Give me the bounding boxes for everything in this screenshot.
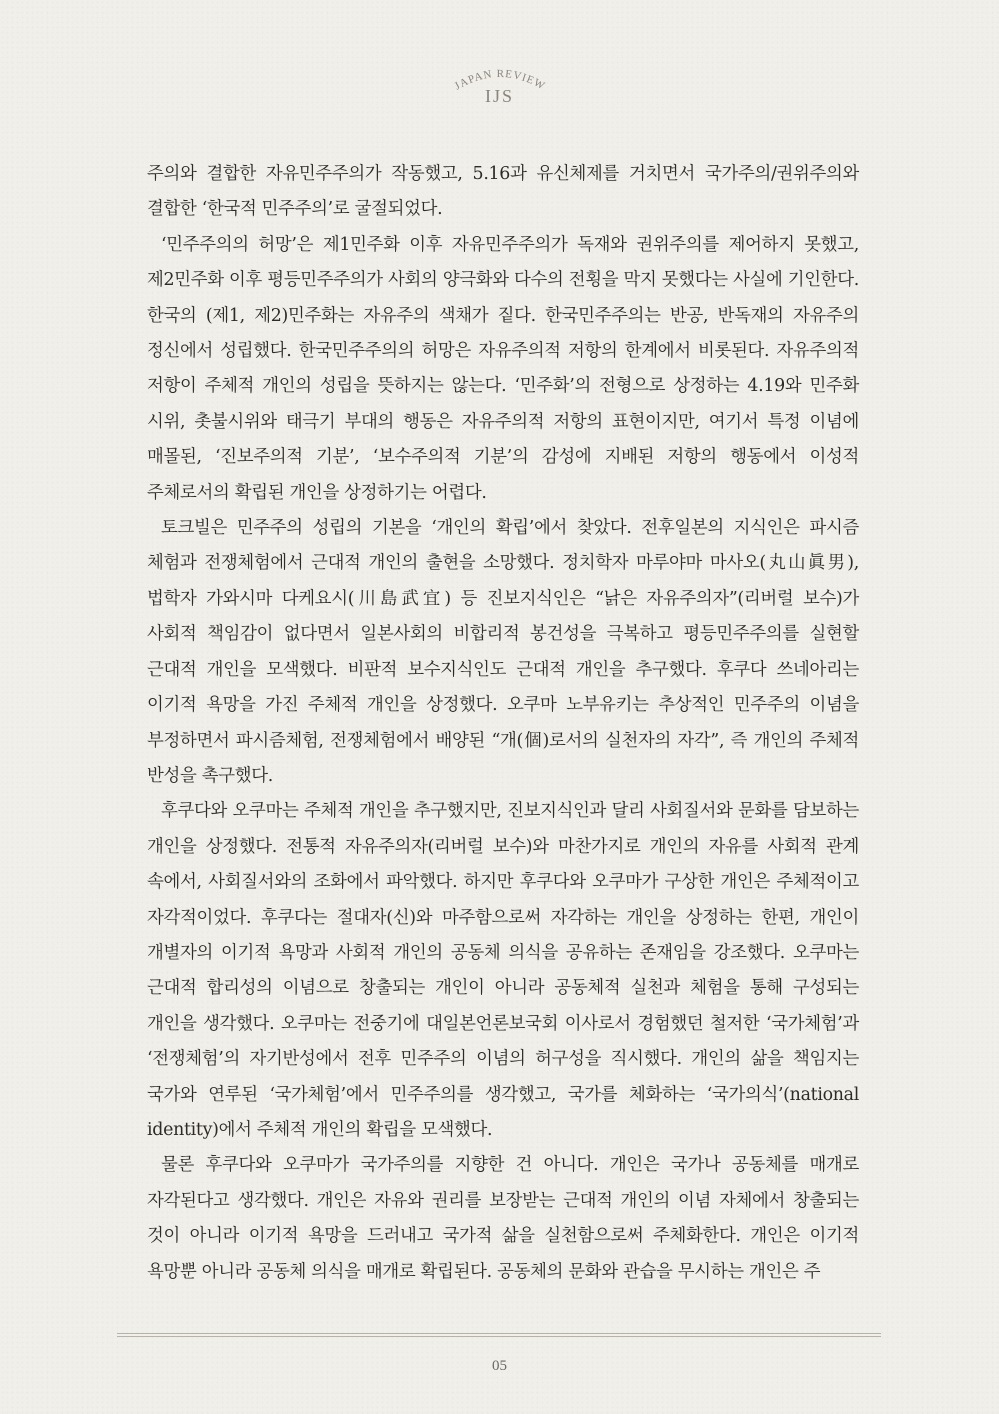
journal-mark: IJS bbox=[484, 86, 514, 106]
paragraph: 토크빌은 민주주의 성립의 기본을 ‘개인의 확립’에서 찾았다. 전후일본의 지식인은 파시즘 체험과 전쟁체험에서 근대적 개인의 출현을 소망했다. 정치학자 마루야마 마사오(丸山眞男), 법학자 가와시마 다케요시(川島武宜) 등 진보지식인은 “낡은 자유주의자”(리버럴 보수)가 사회적 책임감이 없다면서 일본사회의 비합리적 봉건성을 극복하고 평등민주주의를 실현할 근대적 개인을 모색했다. 비판적 보수지식인도 근대적 개인을 추구했다. 후쿠다 쓰네아리는 이기적 욕망을 가진 주체적 개인을 상정했다. 오쿠마 노부유키는 추상적인 민주주의 이념을 부정하면서 파시즘체험, 전쟁체험에서 배양된 “개(個)로서의 실천자의 자각”, 즉 개인의 주체적 반성을 촉구했다. bbox=[147, 518, 859, 786]
journal-logo bbox=[0, 62, 999, 106]
footer-divider bbox=[117, 1336, 881, 1337]
paragraph: 물론 후쿠다와 오쿠마가 국가주의를 지향한 건 아니다. 개인은 국가나 공동체를 매개로 자각된다고 생각했다. 개인은 자유와 권리를 보장받는 근대적 개인의 이념 자체에서 창출되는 것이 아니라 이기적 욕망을 드러내고 국가적 삶을 실천함으로써 주체화한다. 개인은 이기적 욕망뿐 아니라 공동체 의식을 매개로 확립된다. 공동체의 문화와 관습을 무시하는 개인은 주 bbox=[147, 1155, 859, 1282]
page-number: 05 bbox=[492, 1358, 507, 1374]
paragraph: ‘민주주의의 허망’은 제1민주화 이후 자유민주주의가 독재와 권위주의를 제어하지 못했고, 제2민주화 이후 평등민주주의가 사회의 양극화와 다수의 전횡을 막지 못했다는 사실에 기인한다. 한국의 (제1, 제2)민주화는 자유주의 색채가 짙다. 한국민주주의는 반공, 반독재의 자유주의 정신에서 성립했다. 한국민주주의의 허망은 자유주의적 저항의 한계에서 비롯된다. 자유주의적 저항이 주체적 개인의 성립을 뜻하지는 않는다. ‘민주화’의 전형으로 상정하는 4.19와 민주화 시위, 촛불시위와 태극기 부대의 행동은 자유주의적 저항의 표현이지만, 여기서 특정 이념에 매몰된, ‘진보주의적 기분’, ‘보수주의적 기분’의 감성에 지배된 저항의 행동에서 이성적 주체로서의 확립된 개인을 상정하기는 어렵다. bbox=[147, 234, 859, 503]
footer-divider bbox=[117, 1333, 881, 1334]
paragraph: 주의와 결합한 자유민주주의가 작동했고, 5.16과 유신체제를 거치면서 국가주의/권위주의와 결합한 ‘한국적 민주주의’로 굴절되었다. bbox=[147, 164, 859, 220]
journal-arc-text: JAPAN REVIEW bbox=[452, 67, 547, 93]
body-text bbox=[147, 157, 859, 1290]
paragraph: 후쿠다와 오쿠마는 주체적 개인을 추구했지만, 진보지식인과 달리 사회질서와 문화를 담보하는 개인을 상정했다. 전통적 자유주의자(리버럴 보수)와 마찬가지로 개인의 자유를 사회적 관계 속에서, 사회질서와의 조화에서 파악했다. 하지만 후쿠다와 오쿠마가 구상한 개인은 주체적이고 자각적이었다. 후쿠다는 절대자(신)와 마주함으로써 자각하는 개인을 상정하는 한편, 개인이 개별자의 이기적 욕망과 사회적 개인의 공동체 의식을 공유하는 존재임을 강조했다. 오쿠마는 근대적 합리성의 이념으로 창출되는 개인이 아니라 공동체적 실천과 체험을 통해 구성되는 개인을 생각했다. 오쿠마는 전중기에 대일본언론보국회 이사로서 경험했던 철저한 ‘국가체험’과 ‘전쟁체험’의 자기반성에서 전후 민주주의 이념의 허구성을 직시했다. 개인의 삶을 책임지는 국가와 연루된 ‘국가체험’에서 민주주의를 생각했고, 국가를 체화하는 ‘국가의식’(national identity)에서 주체적 개인의 확립을 모색했다. bbox=[147, 801, 859, 1140]
